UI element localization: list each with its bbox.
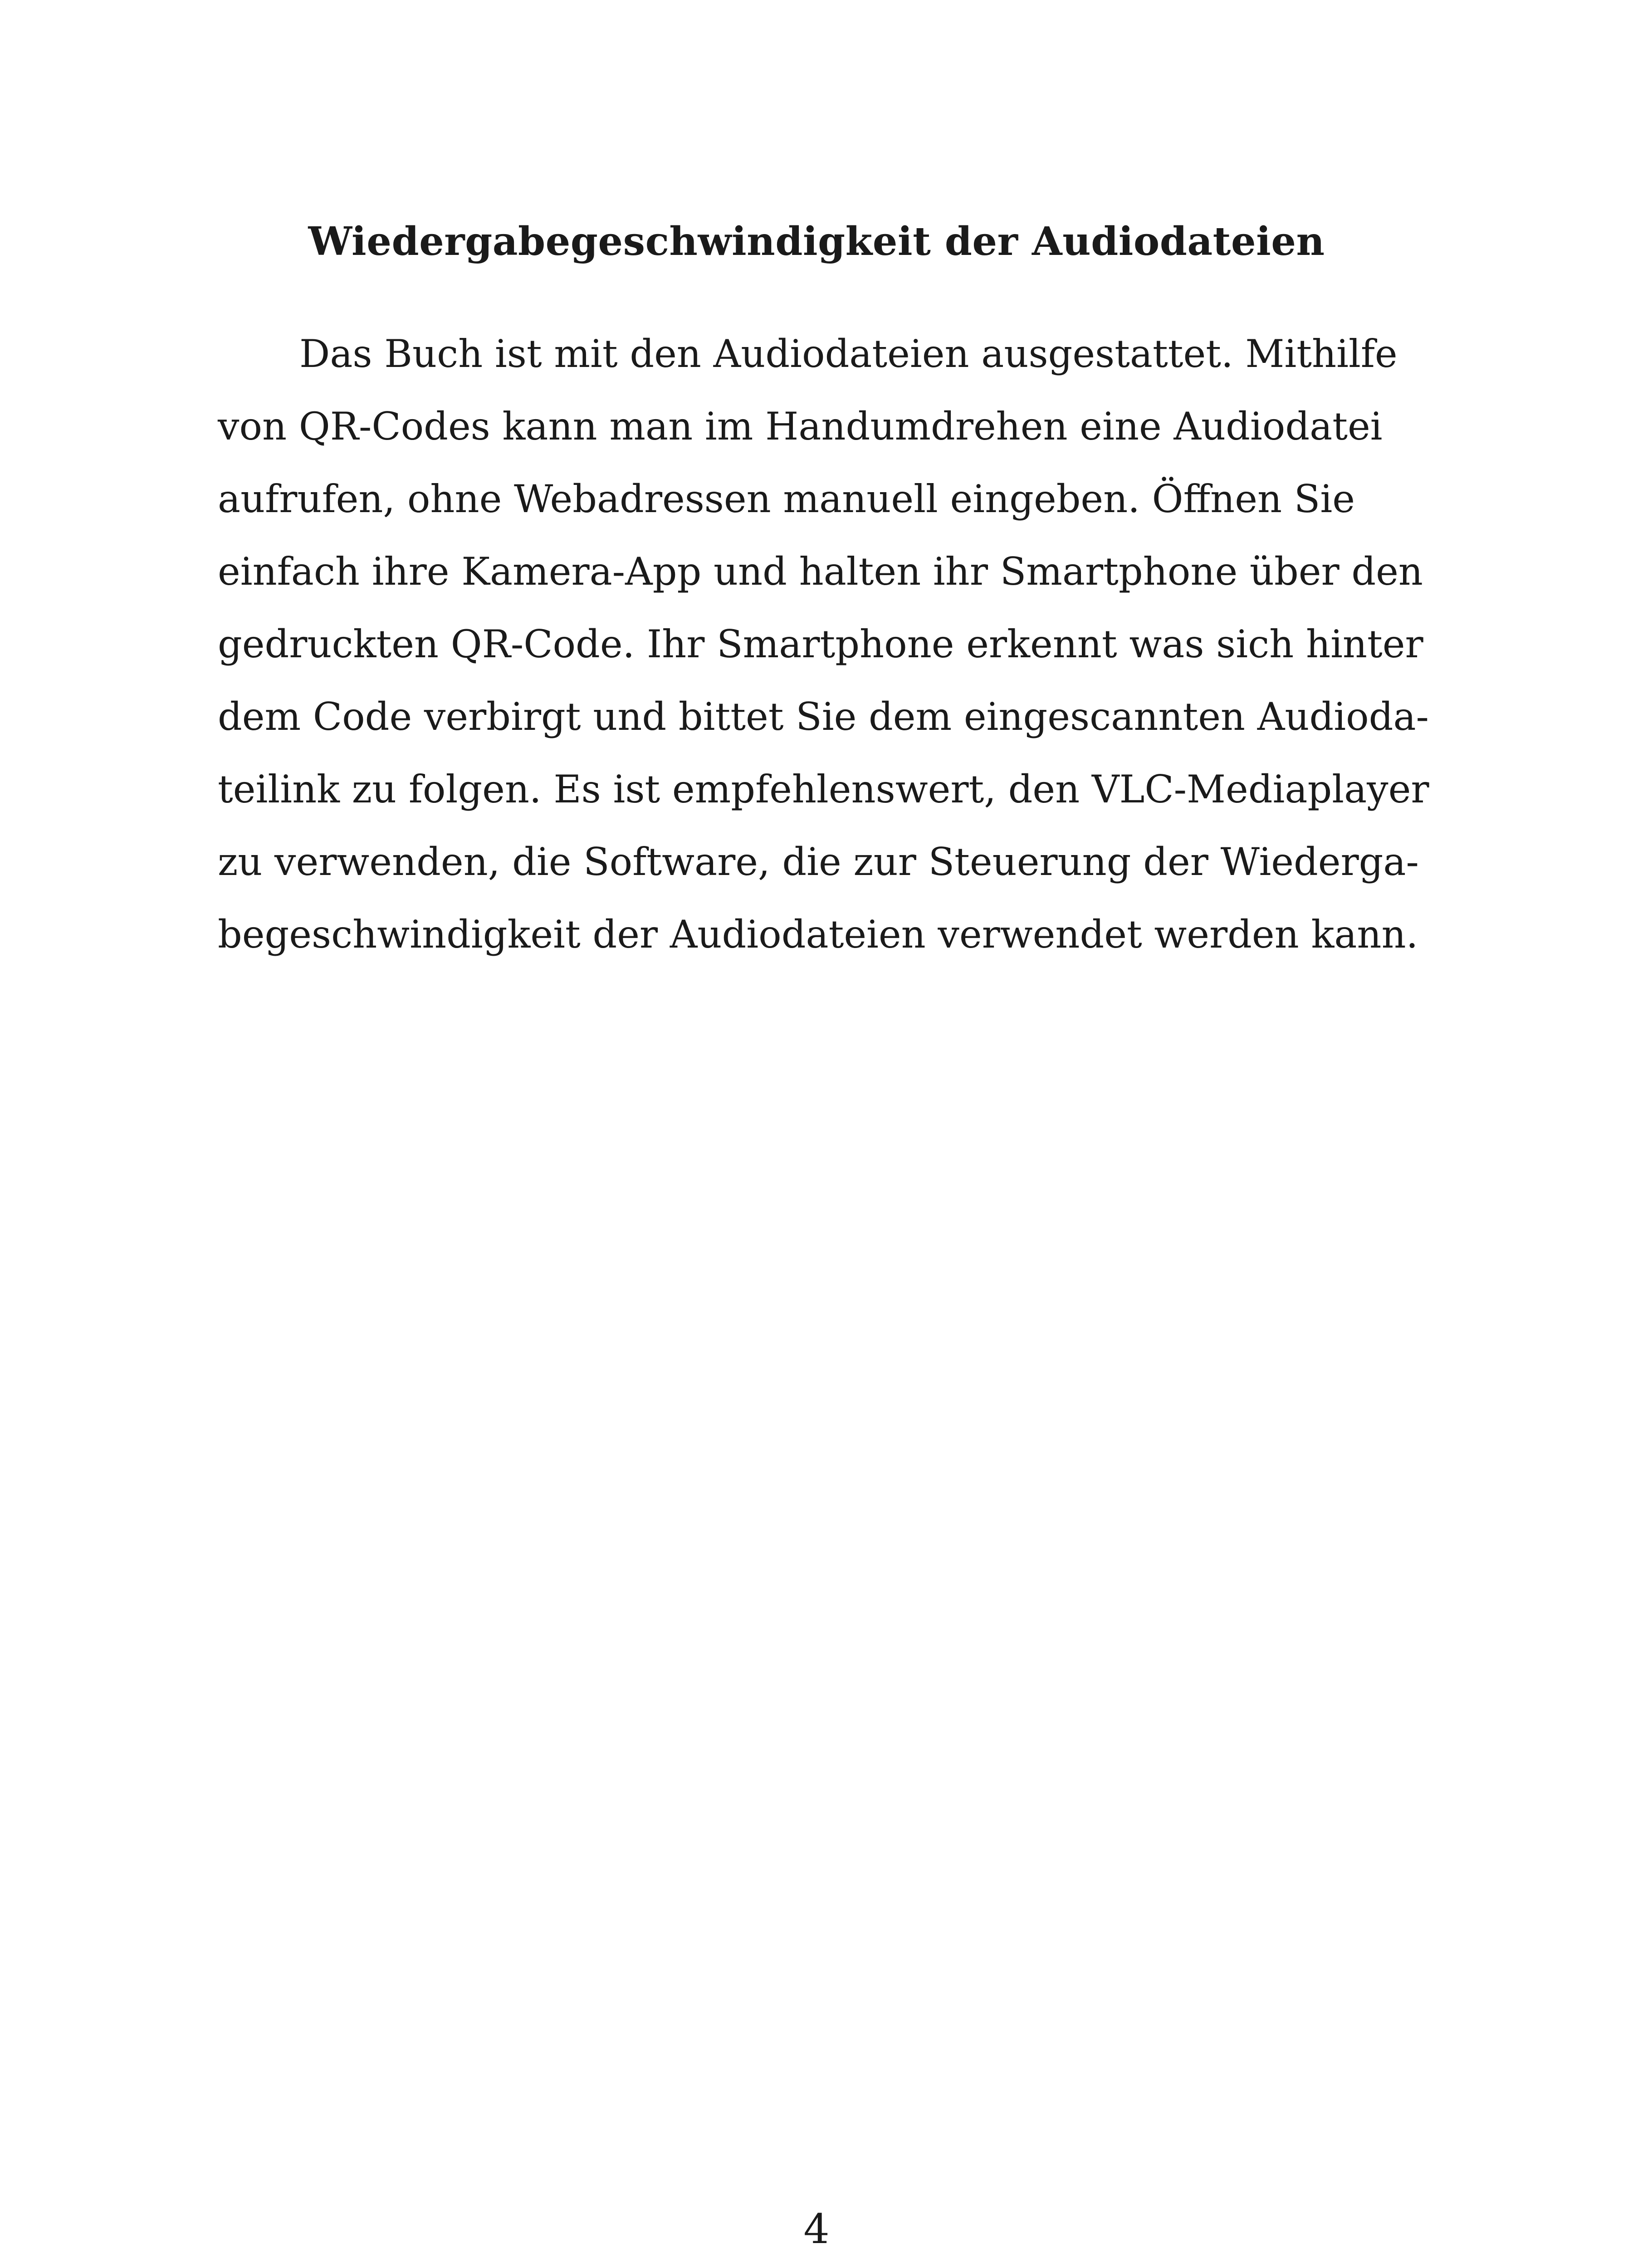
page-heading: Wiedergabegeschwindigkeit der Audiodateien bbox=[308, 219, 1325, 264]
paragraph-line: gedruckten QR-Code. Ihr Smartphone erkennt was sich hinter bbox=[218, 622, 1423, 666]
page-number: 4 bbox=[803, 2205, 830, 2253]
body-paragraph bbox=[218, 318, 1429, 971]
paragraph-line: von QR-Codes kann man im Handumdrehen eine Audiodatei bbox=[218, 404, 1383, 449]
paragraph-line: einfach ihre Kamera-App und halten ihr Smartphone über den bbox=[218, 549, 1423, 594]
paragraph-line: Das Buch ist mit den Audiodateien ausgestattet. Mithilfe bbox=[299, 332, 1398, 376]
paragraph-line: aufrufen, ohne Webadressen manuell eingeben. Öffnen Sie bbox=[218, 477, 1355, 521]
paragraph-line: teilink zu folgen. Es ist empfehlenswert, den VLC-Mediaplayer bbox=[218, 767, 1429, 811]
paragraph-line: dem Code verbirgt und bittet Sie dem eingescannten Audioda- bbox=[218, 694, 1429, 739]
paragraph-line: begeschwindigkeit der Audiodateien verwendet werden kann. bbox=[218, 912, 1418, 957]
paragraph-line: zu verwenden, die Software, die zur Steuerung der Wiederga- bbox=[218, 840, 1419, 884]
